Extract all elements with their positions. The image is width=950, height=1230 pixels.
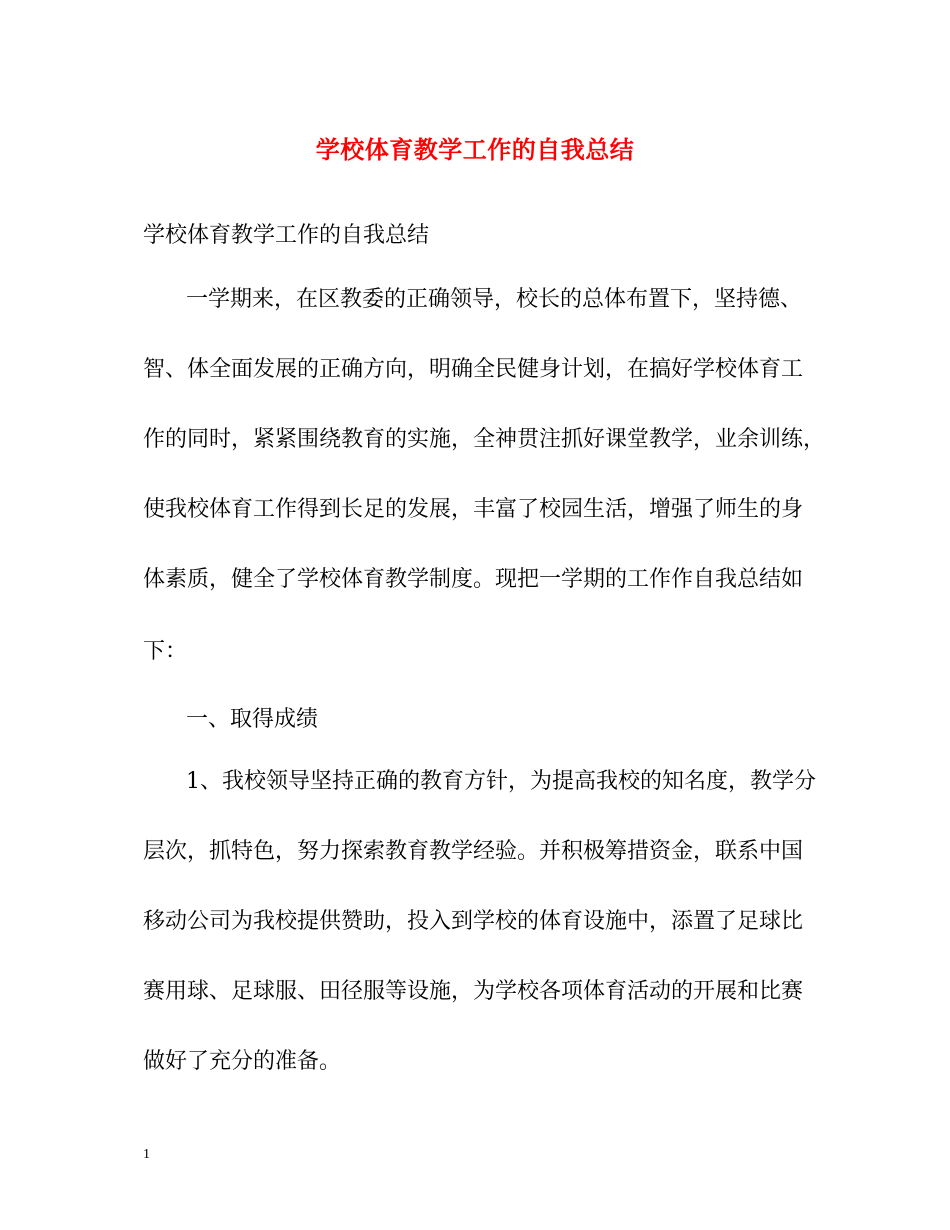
paragraph-line: 作的同时，紧紧围绕教育的实施，全神贯注抓好课堂教学，业余训练，	[143, 427, 826, 452]
document-subtitle: 学校体育教学工作的自我总结	[143, 223, 430, 248]
document-title: 学校体育教学工作的自我总结	[315, 135, 635, 164]
paragraph-line: 做好了充分的准备。	[143, 1049, 342, 1074]
paragraph-line: 赛用球、足球服、田径服等设施，为学校各项体育活动的开展和比赛	[143, 979, 804, 1004]
paragraph-line: 体素质，健全了学校体育教学制度。现把一学期的工作作自我总结如	[143, 567, 804, 592]
section-heading: 一、取得成绩	[186, 707, 319, 732]
paragraph-line: 使我校体育工作得到长足的发展，丰富了校园生活，增强了师生的身	[143, 497, 804, 522]
paragraph-line: 1、我校领导坚持正确的教育方针，为提高我校的知名度，教学分	[186, 769, 816, 794]
paragraph-line: 下：	[143, 639, 188, 664]
paragraph-line: 层次，抓特色，努力探索教育教学经验。并积极筹措资金，联系中国	[143, 839, 804, 864]
paragraph-line: 一学期来，在区教委的正确领导，校长的总体布置下，坚持德、	[186, 287, 803, 312]
paragraph-line: 移动公司为我校提供赞助，投入到学校的体育设施中，添置了足球比	[143, 909, 804, 934]
paragraph-line: 智、体全面发展的正确方向，明确全民健身计划，在搞好学校体育工	[143, 357, 804, 382]
page-number: 1	[143, 1147, 150, 1162]
